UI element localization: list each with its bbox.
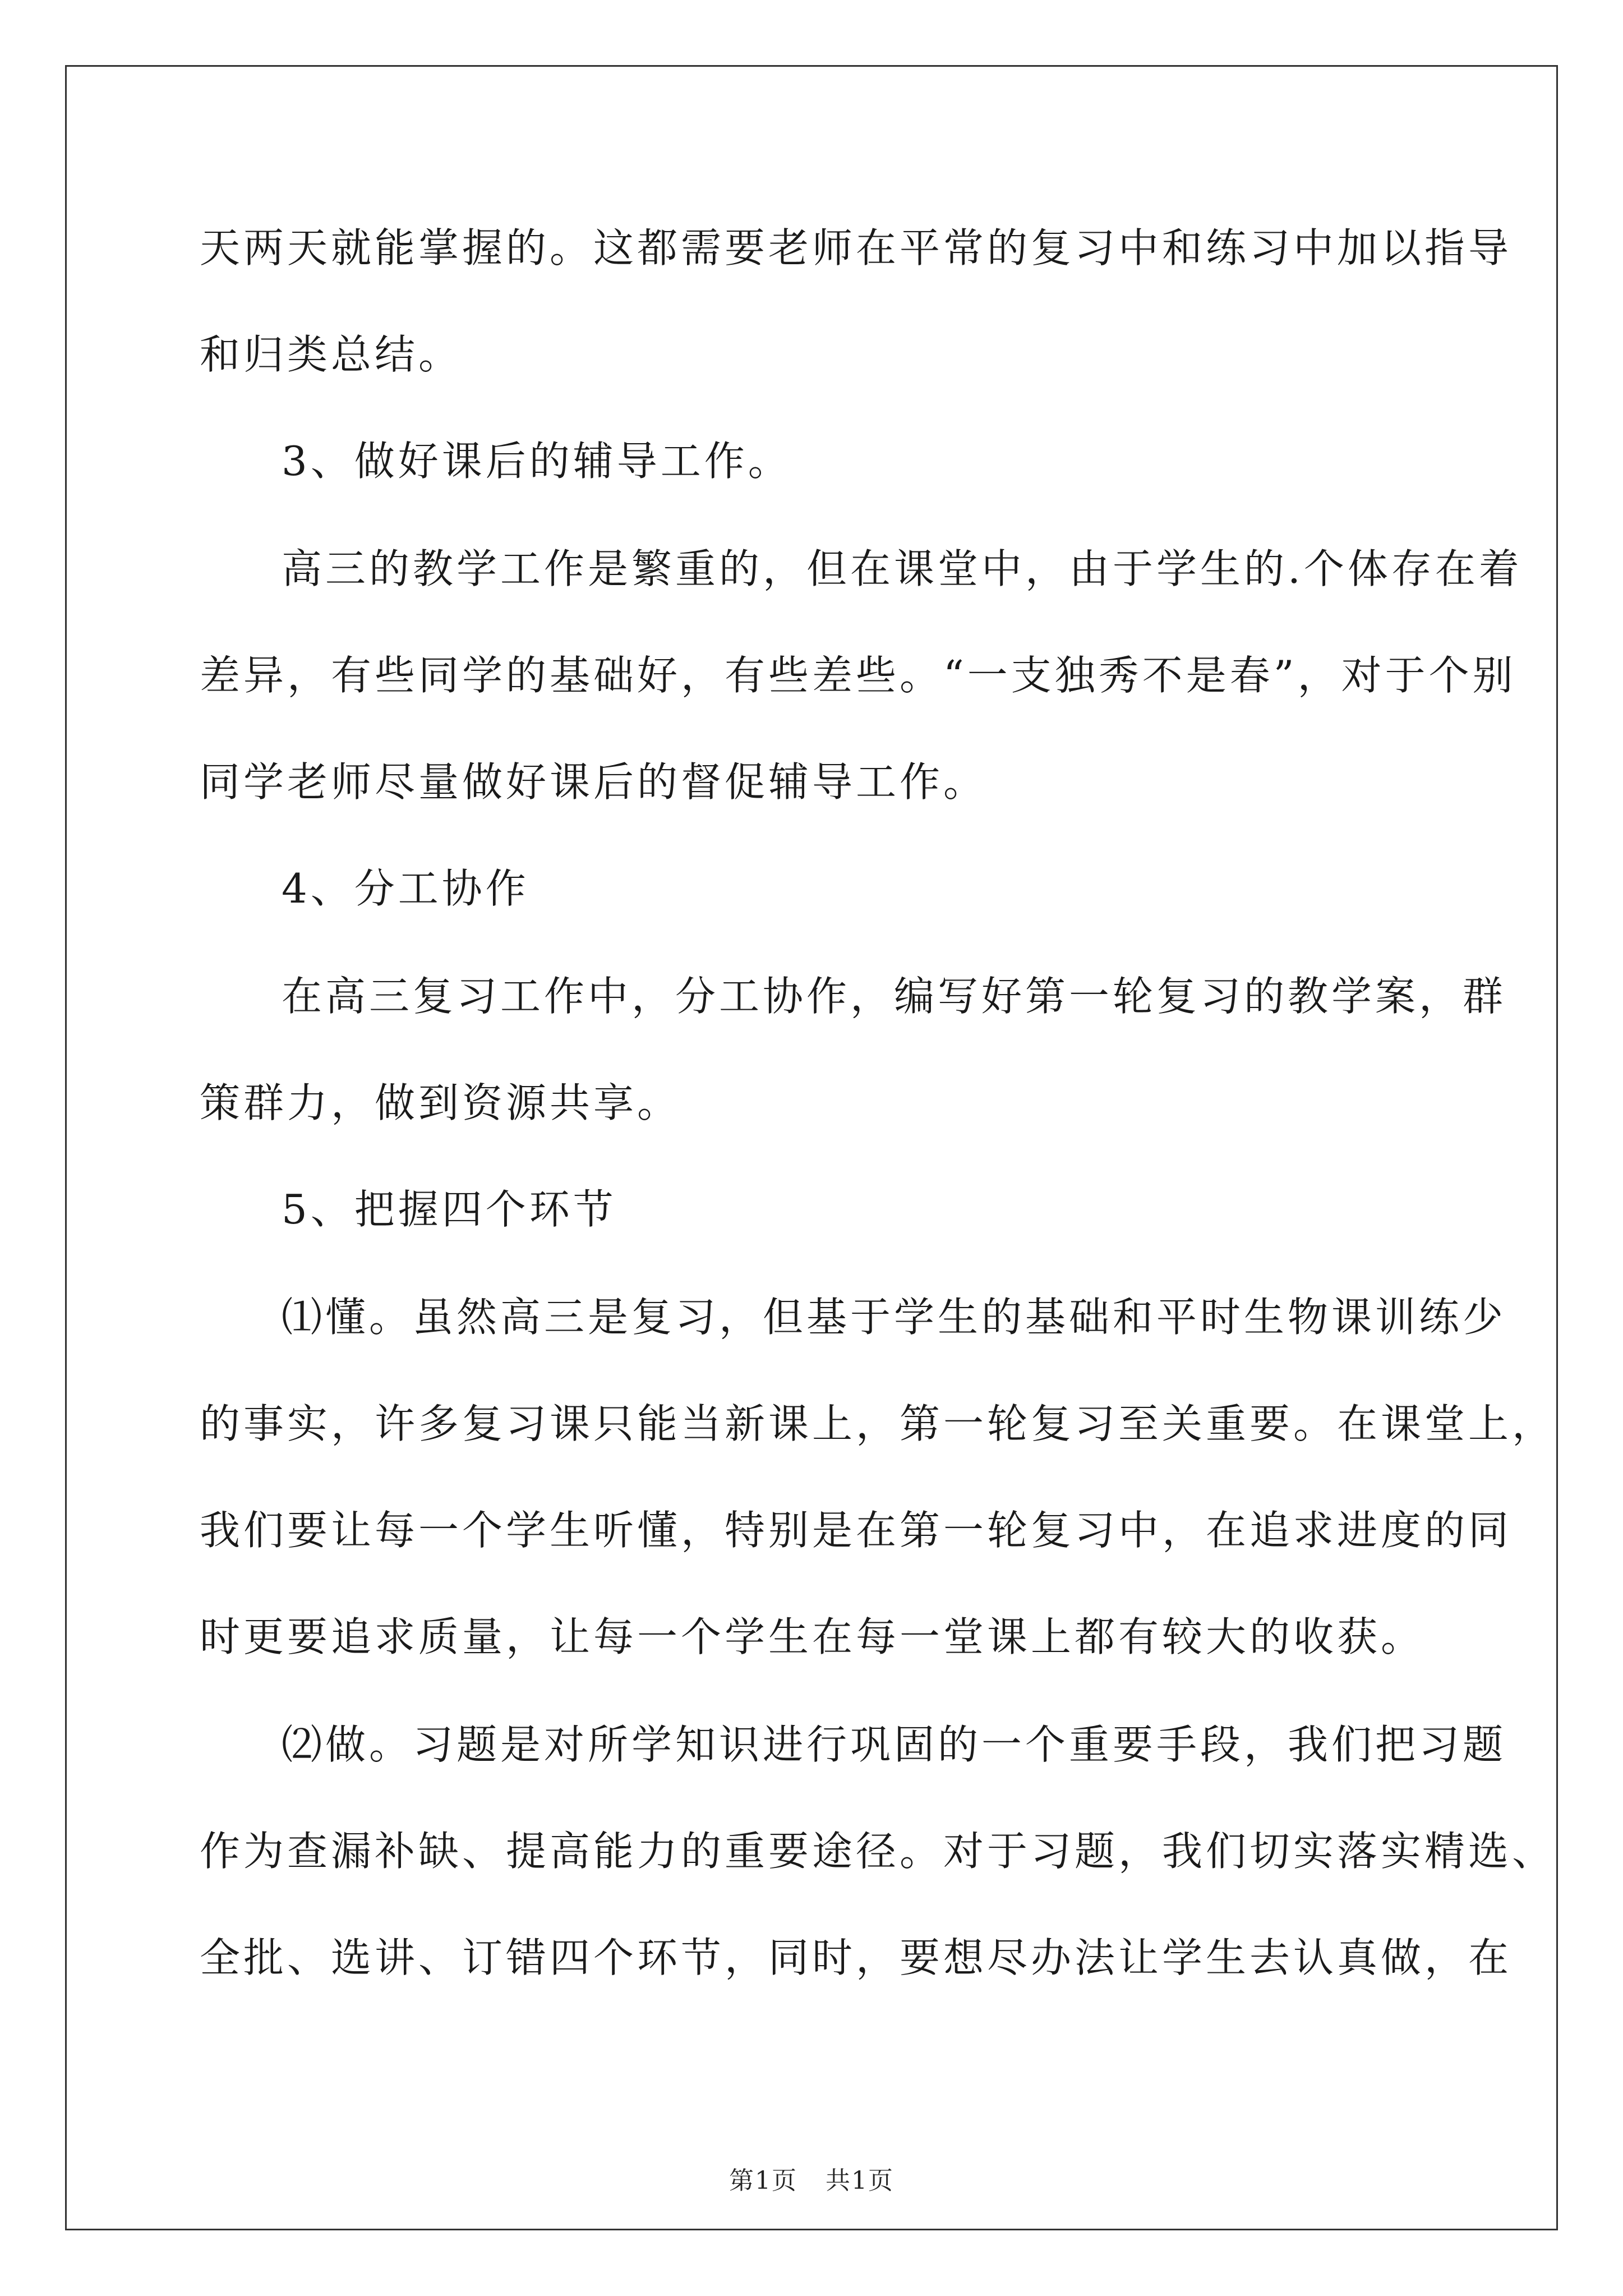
text-line: 的事实，许多复习课只能当新课上，第一轮复习至关重要。在课堂上， — [200, 1400, 1556, 1447]
section-heading: 4、分工协作 — [282, 865, 529, 912]
text-line: 我们要让每一个学生听懂，特别是在第一轮复习中，在追求进度的同 — [200, 1507, 1513, 1554]
text-line: 天两天就能掌握的。这都需要老师在平常的复习中和练习中加以指导 — [200, 224, 1513, 272]
page-footer — [0, 2164, 1623, 2198]
page-total: 共1页 — [826, 2166, 894, 2195]
section-heading: 5、把握四个环节 — [282, 1186, 617, 1233]
section-heading: 3、做好课后的辅导工作。 — [282, 438, 792, 485]
page-number: 第1页 — [729, 2166, 797, 2195]
text-line: 差异，有些同学的基础好，有些差些。“一支独秀不是春”，对于个别 — [200, 652, 1516, 699]
text-line: 作为查漏补缺、提高能力的重要途径。对于习题，我们切实落实精选、 — [200, 1828, 1556, 1875]
text-line: 时更要追求质量，让每一个学生在每一堂课上都有较大的收获。 — [200, 1613, 1425, 1660]
text-line: ⑵做。习题是对所学知识进行巩固的一个重要手段，我们把习题 — [282, 1721, 1507, 1768]
text-line: 和归类总结。 — [200, 331, 463, 378]
text-line: 同学老师尽量做好课后的督促辅导工作。 — [200, 758, 988, 806]
text-line: 高三的教学工作是繁重的，但在课堂中，由于学生的.个体存在着 — [282, 545, 1523, 592]
text-line: ⑴懂。虽然高三是复习，但基于学生的基础和平时生物课训练少 — [282, 1294, 1507, 1341]
text-line: 在高三复习工作中，分工协作，编写好第一轮复习的教学案，群 — [282, 973, 1507, 1020]
text-line: 策群力，做到资源共享。 — [200, 1079, 681, 1126]
page-border — [65, 65, 1558, 2230]
text-line: 全批、选讲、订错四个环节，同时，要想尽办法让学生去认真做，在 — [200, 1934, 1513, 1981]
